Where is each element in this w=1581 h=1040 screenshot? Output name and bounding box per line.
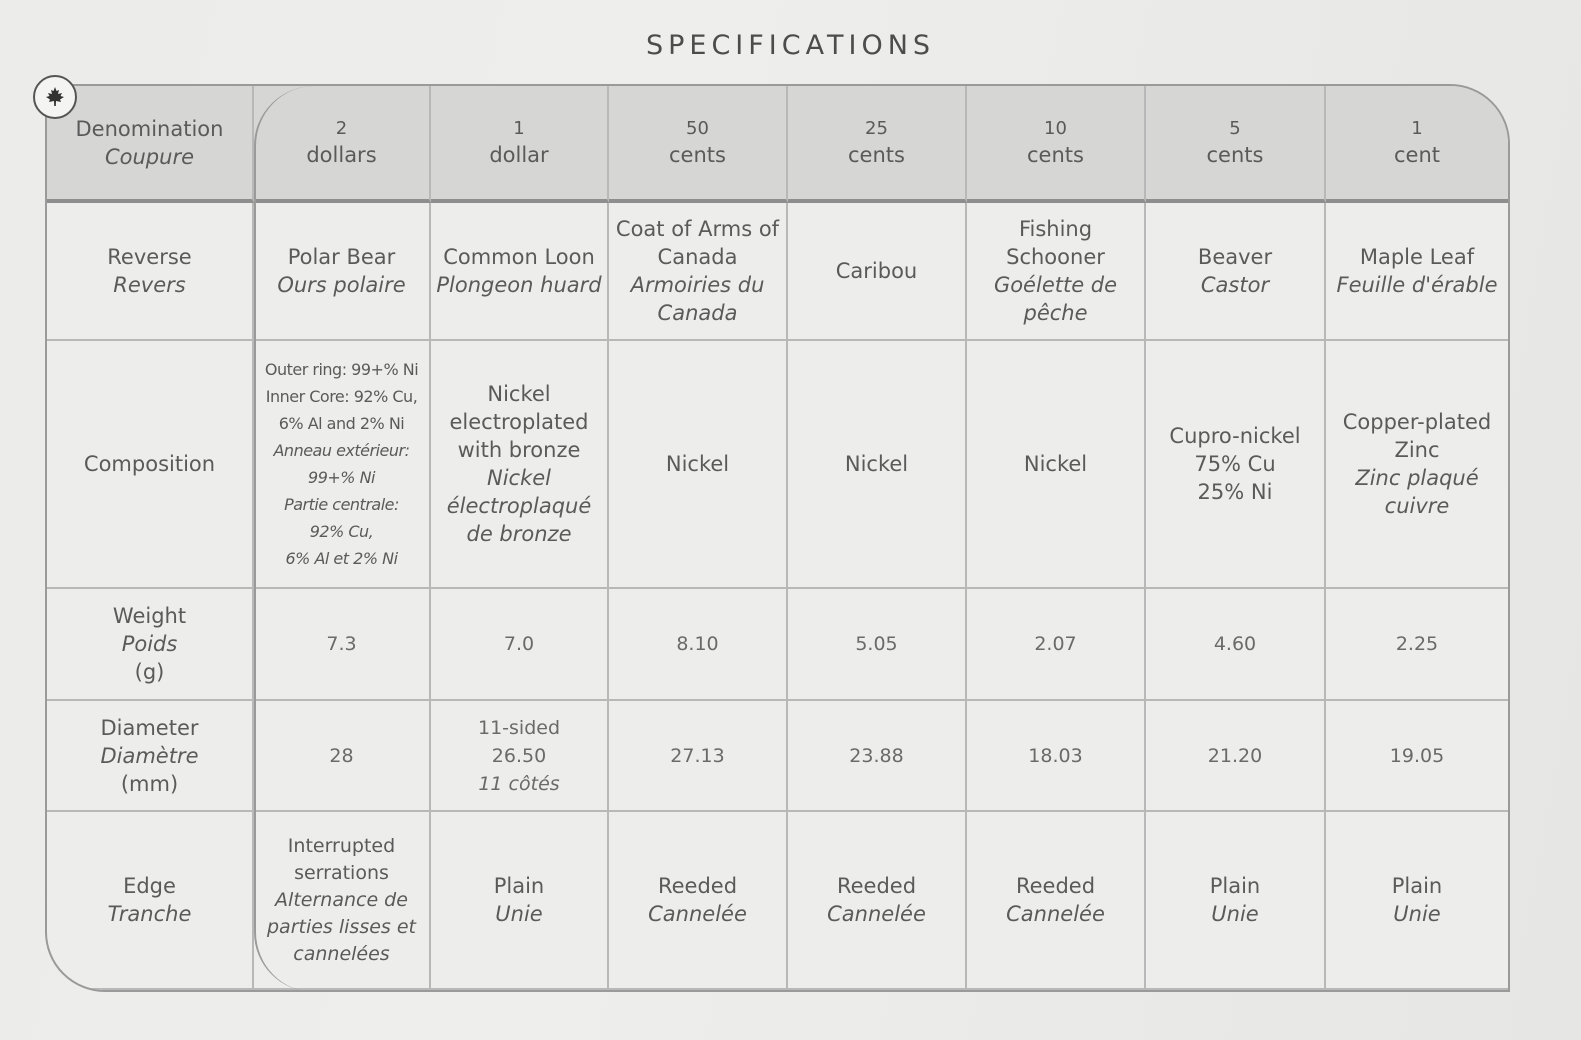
edge-cell bbox=[431, 812, 609, 990]
edge-en: Plain bbox=[1391, 874, 1443, 898]
composition-line: Inner Core: 92% Cu, bbox=[265, 387, 418, 406]
denom-unit: cent bbox=[1393, 142, 1440, 167]
reverse-en: Caribou bbox=[835, 259, 918, 283]
diameter-value: 21.20 bbox=[1207, 744, 1263, 767]
edge-en: Plain bbox=[1209, 874, 1261, 898]
weight-value: 8.10 bbox=[676, 633, 719, 655]
edge-cell bbox=[1146, 812, 1326, 990]
denom-number: 5 bbox=[1229, 117, 1241, 139]
denom-unit: cents bbox=[1027, 142, 1084, 167]
composition-en: Cupro-nickel bbox=[1169, 424, 1301, 448]
edge-fr: Unie bbox=[1393, 902, 1441, 926]
weight-cell bbox=[967, 589, 1146, 701]
composition-text: Nickel bbox=[1023, 452, 1088, 476]
edge-fr: Cannelée bbox=[827, 902, 926, 926]
label-en: Weight bbox=[112, 604, 187, 628]
edge-en: Interrupted serrations bbox=[287, 834, 396, 884]
maple-leaf-icon bbox=[33, 75, 77, 119]
edge-cell bbox=[967, 812, 1146, 990]
denom-number: 1 bbox=[513, 117, 525, 139]
diameter-cell bbox=[788, 701, 967, 812]
header-col-5-cents bbox=[1146, 86, 1326, 203]
composition-en: Nickel electroplated with bronze bbox=[449, 382, 589, 462]
reverse-cell bbox=[1326, 203, 1508, 341]
denom-number: 25 bbox=[865, 117, 888, 139]
weight-value: 4.60 bbox=[1213, 633, 1257, 655]
reverse-fr: Castor bbox=[1200, 273, 1270, 297]
reverse-cell bbox=[431, 203, 609, 341]
edge-fr: Alternance de parties lisses et cannelées bbox=[267, 888, 416, 965]
composition-line: Outer ring: 99+% Ni bbox=[264, 360, 419, 379]
label-en: Denomination bbox=[75, 116, 224, 141]
reverse-fr: Armoiries du Canada bbox=[630, 273, 765, 325]
label-en: Edge bbox=[123, 874, 176, 898]
edge-cell-2-dollars bbox=[254, 812, 431, 990]
composition-fr: Zinc plaqué cuivre bbox=[1355, 466, 1479, 518]
composition-text: Nickel bbox=[844, 452, 909, 476]
denom-unit: dollar bbox=[489, 142, 549, 167]
reverse-en: Common Loon bbox=[443, 245, 595, 269]
weight-value: 2.25 bbox=[1395, 633, 1439, 655]
row-label-composition bbox=[47, 341, 254, 589]
weight-value: 7.3 bbox=[326, 633, 357, 655]
composition-cell-1-dollar bbox=[431, 341, 609, 589]
label-fr: Coupure bbox=[104, 144, 194, 169]
diameter-value: 27.13 bbox=[670, 744, 725, 767]
denom-number: 50 bbox=[686, 117, 709, 139]
diameter-value: 23.88 bbox=[849, 744, 904, 767]
diameter-value: 19.05 bbox=[1389, 744, 1445, 767]
denom-unit: cents bbox=[1206, 142, 1264, 167]
composition-cell-10-cents bbox=[967, 341, 1146, 589]
reverse-en: Fishing Schooner bbox=[1006, 217, 1105, 269]
composition-line: 25% Ni bbox=[1197, 480, 1273, 504]
composition-text: Nickel bbox=[665, 452, 730, 476]
header-col-10-cents bbox=[967, 86, 1146, 203]
edge-fr: Unie bbox=[1211, 902, 1259, 926]
edge-cell bbox=[1326, 812, 1508, 990]
denom-unit: dollars bbox=[306, 142, 377, 167]
composition-cell-50-cents bbox=[609, 341, 788, 589]
diameter-line: 11-sided bbox=[477, 716, 561, 739]
composition-cell-25-cents bbox=[788, 341, 967, 589]
edge-cell bbox=[609, 812, 788, 990]
weight-cell bbox=[788, 589, 967, 701]
row-label-edge bbox=[47, 812, 254, 990]
reverse-en: Beaver bbox=[1197, 245, 1273, 269]
diameter-cell-1-dollar bbox=[431, 701, 609, 812]
denom-number: 10 bbox=[1044, 117, 1067, 139]
composition-en: Copper-plated Zinc bbox=[1342, 410, 1492, 462]
header-denomination-label bbox=[47, 86, 254, 203]
label-fr: Poids bbox=[121, 632, 178, 656]
reverse-en: Polar Bear bbox=[287, 245, 396, 269]
reverse-cell bbox=[788, 203, 967, 341]
composition-line: 6% Al et 2% Ni bbox=[285, 549, 398, 568]
weight-cell bbox=[1146, 589, 1326, 701]
label-en: Reverse bbox=[107, 245, 192, 269]
header-col-2-dollars bbox=[254, 86, 431, 203]
weight-value: 2.07 bbox=[1034, 633, 1077, 655]
label-fr: Revers bbox=[113, 273, 186, 297]
diameter-cell bbox=[609, 701, 788, 812]
header-col-1-cent bbox=[1326, 86, 1508, 203]
reverse-fr: Goélette de pêche bbox=[993, 273, 1118, 325]
reverse-fr: Ours polaire bbox=[277, 273, 406, 297]
spec-table bbox=[47, 86, 1510, 992]
maple-leaf-icon-svg bbox=[43, 85, 67, 109]
reverse-cell bbox=[967, 203, 1146, 341]
label-unit: (mm) bbox=[120, 771, 179, 796]
edge-en: Reeded bbox=[836, 874, 917, 898]
denom-unit: cents bbox=[669, 142, 726, 167]
composition-cell-2-dollars bbox=[254, 341, 431, 589]
diameter-value: 26.50 bbox=[491, 744, 547, 767]
reverse-cell bbox=[254, 203, 431, 341]
composition-line: Anneau extérieur: bbox=[273, 441, 410, 460]
diameter-cell bbox=[1146, 701, 1326, 812]
composition-cell-5-cents bbox=[1146, 341, 1326, 589]
diameter-cell bbox=[254, 701, 431, 812]
header-col-1-dollar bbox=[431, 86, 609, 203]
label-text: Composition bbox=[83, 452, 216, 476]
denom-unit: cents bbox=[848, 142, 905, 167]
edge-en: Reeded bbox=[1015, 874, 1096, 898]
spec-table-frame bbox=[45, 84, 1510, 992]
denom-number: 1 bbox=[1411, 117, 1423, 139]
composition-line: Partie centrale: bbox=[284, 495, 399, 514]
reverse-en: Maple Leaf bbox=[1359, 245, 1475, 269]
reverse-fr: Feuille d'érable bbox=[1336, 273, 1498, 297]
weight-value: 5.05 bbox=[855, 633, 898, 655]
composition-line: 75% Cu bbox=[1194, 452, 1276, 476]
edge-cell bbox=[788, 812, 967, 990]
composition-line: 99+% Ni bbox=[308, 468, 375, 487]
header-col-50-cents bbox=[609, 86, 788, 203]
weight-cell bbox=[1326, 589, 1508, 701]
page-title: SPECIFICATIONS bbox=[645, 30, 936, 61]
weight-cell bbox=[431, 589, 609, 701]
row-label-weight bbox=[47, 589, 254, 701]
composition-fr: Nickel électroplaqué de bronze bbox=[446, 466, 592, 546]
reverse-cell bbox=[609, 203, 788, 341]
weight-cell bbox=[254, 589, 431, 701]
denom-number: 2 bbox=[335, 117, 348, 139]
edge-fr: Cannelée bbox=[1006, 902, 1105, 926]
diameter-cell bbox=[1326, 701, 1508, 812]
label-fr: Diamètre bbox=[100, 743, 199, 768]
edge-fr: Cannelée bbox=[648, 902, 747, 926]
label-fr: Tranche bbox=[107, 902, 192, 926]
edge-en: Plain bbox=[493, 874, 545, 898]
row-label-diameter bbox=[47, 701, 254, 812]
reverse-fr: Plongeon huard bbox=[436, 273, 602, 297]
label-unit: (g) bbox=[134, 660, 165, 684]
edge-en: Reeded bbox=[657, 874, 738, 898]
reverse-en: Coat of Arms of Canada bbox=[615, 217, 780, 269]
diameter-line: 11 côtés bbox=[478, 772, 560, 795]
row-label-reverse bbox=[47, 203, 254, 341]
reverse-cell bbox=[1146, 203, 1326, 341]
diameter-value: 18.03 bbox=[1028, 744, 1083, 767]
weight-value: 7.0 bbox=[503, 633, 535, 655]
composition-cell-1-cent bbox=[1326, 341, 1508, 589]
edge-fr: Unie bbox=[495, 902, 543, 926]
diameter-value: 28 bbox=[329, 744, 354, 767]
diameter-cell bbox=[967, 701, 1146, 812]
header-col-25-cents bbox=[788, 86, 967, 203]
composition-line: 92% Cu, bbox=[309, 522, 374, 541]
weight-cell bbox=[609, 589, 788, 701]
label-en: Diameter bbox=[100, 715, 199, 740]
composition-line: 6% Al and 2% Ni bbox=[278, 414, 405, 433]
